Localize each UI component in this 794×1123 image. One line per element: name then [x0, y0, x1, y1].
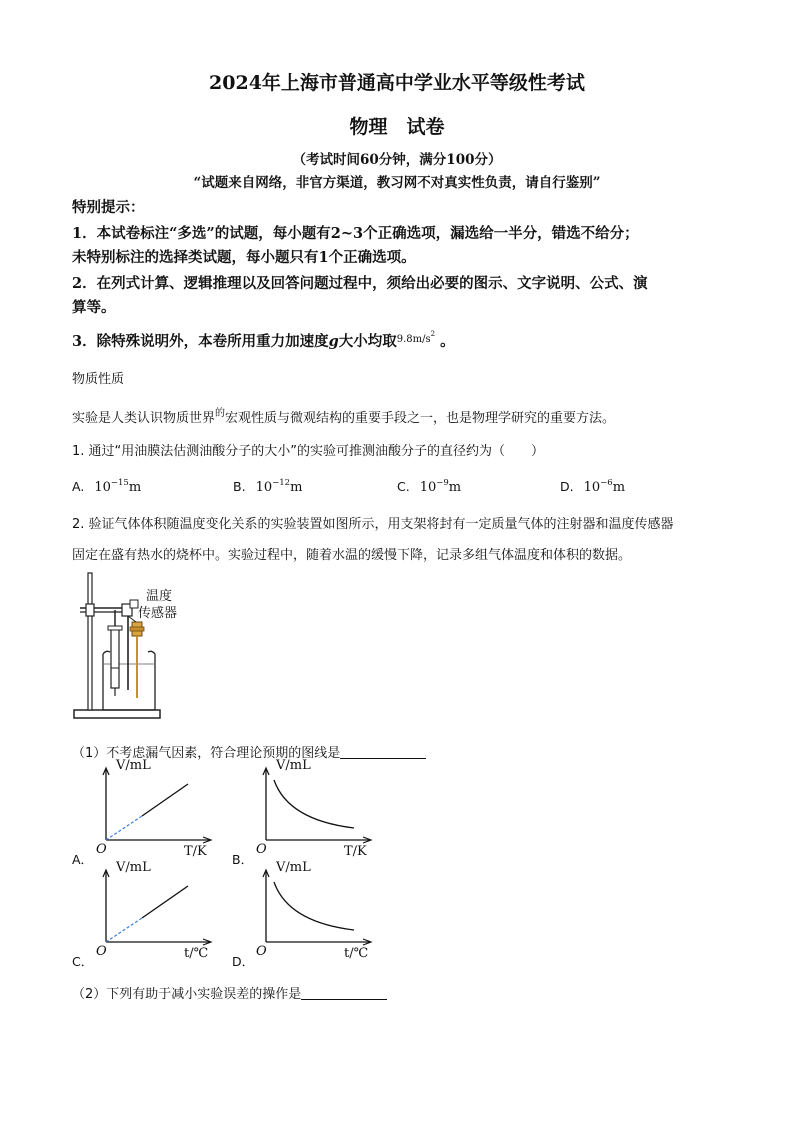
sensor-label-1: 温度 [146, 589, 173, 604]
section-name: 物质性质 [72, 372, 125, 387]
graph-option-d[interactable] [230, 860, 380, 969]
tip-2-cont: 算等。 [72, 299, 116, 316]
q2-sub2: （2）下列有助于减小实验误差的操作是 [72, 983, 387, 1002]
q1-option-b[interactable]: B. $10^{-12}m$ [233, 478, 303, 495]
q1-stem: 1. 通过“用油膜法估测油酸分子的大小”的实验可推测油酸分子的直径约为（ ） [72, 444, 545, 459]
origin-label: O [96, 842, 107, 857]
y-axis-label: V/mL [276, 758, 311, 773]
x-axis-label: T/K [344, 844, 367, 859]
y-axis-label: V/mL [276, 860, 311, 875]
source-notice: “试题来自网络，非官方渠道，教习网不对真实性负责，请自行鉴别” [193, 175, 601, 191]
data-curve [274, 882, 354, 930]
dashed-extension [106, 918, 142, 942]
section-intro: 实验是人类认识物质世界$^的$宏观性质与微观结构的重要手段之一，也是物理学研究的重要方法。 [72, 408, 616, 426]
tip-3: 3．除特殊说明外，本卷所用重力加速度g大小均取$^{9.8m/s^2}$ 。 [72, 330, 455, 350]
exam-subtitle: 物理 试卷 [349, 116, 445, 138]
exam-info: （考试时间60分钟，满分100分） [292, 152, 502, 168]
q1-option-c[interactable]: C. $10^{-9}m$ [397, 478, 462, 495]
answer-blank-1[interactable] [340, 746, 426, 759]
option-letter: D． [232, 954, 255, 969]
g-symbol: g [328, 333, 339, 350]
x-axis-label: t/℃ [184, 946, 209, 961]
tip-1-cont: 未特别标注的选择类试题，每小题只有1个正确选项。 [72, 249, 416, 266]
data-line [142, 784, 188, 816]
apparatus-figure [70, 570, 220, 730]
sensor-label-2: 传感器 [138, 606, 178, 621]
y-axis-label: V/mL [116, 860, 151, 875]
option-letter: A． [72, 852, 94, 867]
data-curve [274, 780, 354, 828]
q1-option-d[interactable]: D. $10^{-6}m$ [560, 478, 626, 495]
tips-heading: 特别提示： [72, 199, 145, 216]
graph-option-a[interactable] [70, 758, 220, 867]
graph-option-c[interactable] [70, 860, 220, 969]
origin-label: O [256, 842, 267, 857]
data-line [142, 886, 188, 918]
q1-option-a[interactable]: A. $10^{-15}m$ [72, 478, 142, 495]
answer-blank-2[interactable] [301, 987, 387, 1000]
tip-1: 1．本试卷标注“多选”的试题，每小题有2~3个正确选项，漏选给一半分，错选不给分； [72, 225, 639, 242]
q2-stem-line2: 固定在盛有热水的烧杯中。实验过程中，随着水温的缓慢下降，记录多组气体温度和体积的数据。 [72, 548, 632, 563]
g-value: 9.8m/s2 [396, 330, 436, 345]
x-axis-label: T/K [184, 844, 207, 859]
q2-stem-line1: 2. 验证气体体积随温度变化关系的实验装置如图所示，用支架将封有一定质量气体的注射器和温度传感器 [72, 517, 674, 532]
origin-label: O [256, 944, 267, 959]
dashed-extension [106, 816, 142, 840]
y-axis-label: V/mL [116, 758, 151, 773]
option-letter: C． [72, 954, 94, 969]
tip-2: 2．在列式计算、逻辑推理以及回答问题过程中，须给出必要的图示、文字说明、公式、演 [72, 275, 648, 292]
q2-sub1: （1）不考虑漏气因素，符合理论预期的图线是 [72, 742, 426, 761]
graph-option-b[interactable] [230, 758, 380, 867]
option-letter: B． [232, 852, 254, 867]
exam-title: 2024年上海市普通高中学业水平等级性考试 [209, 72, 585, 94]
x-axis-label: t/℃ [344, 946, 369, 961]
origin-label: O [96, 944, 107, 959]
